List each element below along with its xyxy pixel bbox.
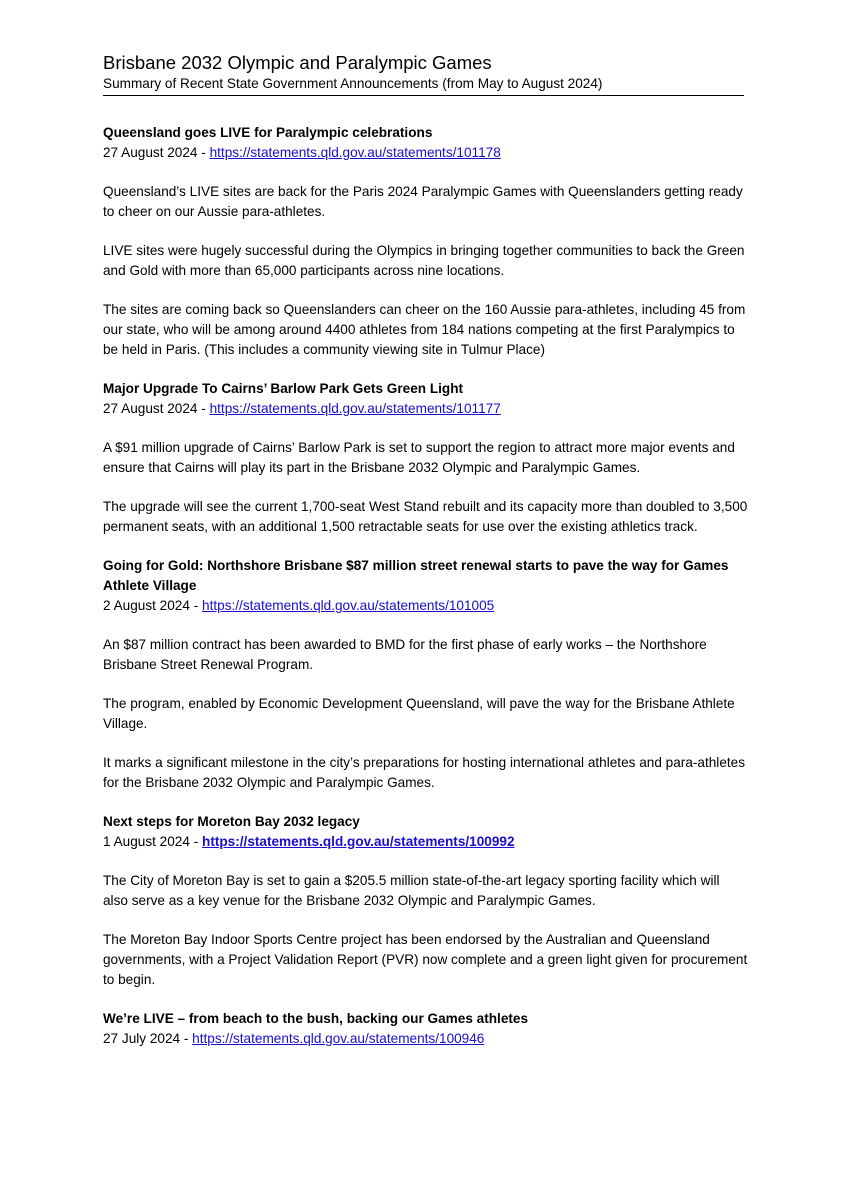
announcement-paragraph: An $87 million contract has been awarded to BMD for the first phase of early works – the Northshore Brisbane Street Renewal Program. [103, 637, 707, 672]
announcement-title: Next steps for Moreton Bay 2032 legacy [103, 814, 360, 829]
announcement-paragraph: The Moreton Bay Indoor Sports Centre project has been endorsed by the Australian and Queensland governments, with a Project Validation Report (PVR) now complete and a green light given for procurement to begin. [103, 932, 748, 987]
announcement-date: 27 August 2024 - [103, 145, 210, 160]
announcement-item [103, 556, 748, 793]
announcement-date-line [103, 832, 748, 852]
announcement-date: 2 August 2024 - [103, 598, 203, 613]
announcement-date: 1 August 2024 - [103, 834, 203, 849]
announcement-title: Going for Gold: Northshore Brisbane $87 million street renewal starts to pave the way for Games Athlete Village [103, 558, 729, 593]
announcement-item [103, 123, 748, 360]
announcement-paragraph: The City of Moreton Bay is set to gain a $205.5 million state-of-the-art legacy sporting facility which will also serve as a key venue for the Brisbane 2032 Olympic and Paralympic Games. [103, 873, 720, 908]
announcement-paragraph: The program, enabled by Economic Development Queensland, will pave the way for the Brisbane Athlete Village. [103, 696, 735, 731]
announcement-date-line [103, 596, 748, 616]
announcement-paragraph: Queensland’s LIVE sites are back for the Paris 2024 Paralympic Games with Queenslanders getting ready to cheer on our Aussie para-athletes. [103, 184, 743, 219]
announcement-date-line [103, 1029, 748, 1049]
announcements-list [103, 123, 748, 1068]
announcement-paragraph: The sites are coming back so Queenslanders can cheer on the 160 Aussie para-athletes, including 45 from our state, who will be among around 4400 athletes from 184 nations competing at the first Paralympics to be held in Paris. (This includes a community viewing site in Tulmur Place) [103, 302, 746, 357]
document-title: Brisbane 2032 Olympic and Paralympic Games [103, 52, 492, 73]
announcement-date: 27 August 2024 - [103, 401, 210, 416]
announcement-date-line [103, 399, 748, 419]
announcement-paragraph: A $91 million upgrade of Cairns’ Barlow Park is set to support the region to attract more major events and ensure that Cairns will play its part in the Brisbane 2032 Olympic and Paralympic Games. [103, 440, 735, 475]
document-subtitle: Summary of Recent State Government Announcements (from May to August 2024) [103, 76, 603, 91]
statement-link[interactable]: https://statements.qld.gov.au/statements/100992 [202, 834, 515, 849]
announcement-paragraph: It marks a significant milestone in the city’s preparations for hosting international athletes and para-athletes for the Brisbane 2032 Olympic and Paralympic Games. [103, 755, 746, 790]
announcement-title: We’re LIVE – from beach to the bush, backing our Games athletes [103, 1011, 529, 1026]
statement-link[interactable]: https://statements.qld.gov.au/statements/101178 [209, 145, 501, 160]
announcement-date: 27 July 2024 - [103, 1031, 193, 1046]
statement-link[interactable]: https://statements.qld.gov.au/statements/100946 [192, 1031, 485, 1046]
statement-link[interactable]: https://statements.qld.gov.au/statements/101005 [202, 598, 495, 613]
announcement-paragraph: LIVE sites were hugely successful during the Olympics in bringing together communities to back the Green and Gold with more than 65,000 participants across nine locations. [103, 243, 745, 278]
announcement-title: Queensland goes LIVE for Paralympic celebrations [103, 125, 433, 140]
announcement-title: Major Upgrade To Cairns’ Barlow Park Gets Green Light [103, 381, 464, 396]
announcement-item [103, 379, 748, 537]
announcement-item [103, 812, 748, 990]
statement-link[interactable]: https://statements.qld.gov.au/statements/101177 [209, 401, 501, 416]
announcement-date-line [103, 143, 748, 163]
announcement-paragraph: The upgrade will see the current 1,700-seat West Stand rebuilt and its capacity more than doubled to 3,500 permanent seats, with an additional 1,500 retractable seats for use over the existing athletics track. [103, 499, 748, 534]
announcement-item [103, 1009, 748, 1049]
document-header [103, 52, 744, 96]
